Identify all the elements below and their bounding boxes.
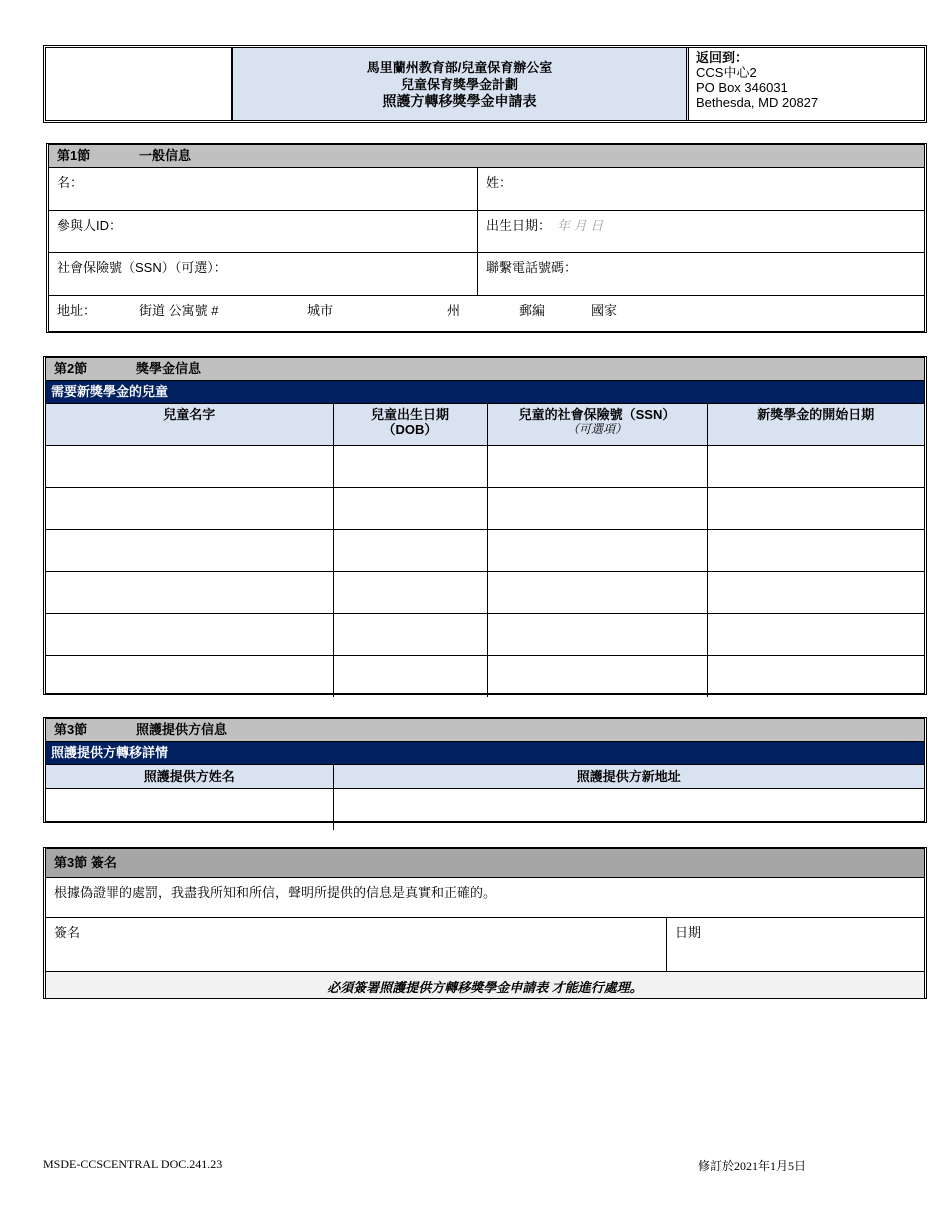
section-header — [46, 849, 924, 878]
signature-field[interactable] — [46, 918, 666, 971]
child-dob-cell[interactable] — [333, 655, 487, 697]
section-number: 第1節 — [57, 148, 91, 163]
last-name-field[interactable] — [477, 168, 924, 210]
child-ssn-cell[interactable] — [487, 529, 707, 571]
ssn-phone-row — [49, 253, 924, 296]
section-title: 一般信息 — [139, 148, 192, 163]
subsection-title: 照護提供方轉移詳情 — [46, 742, 924, 765]
child-ssn-cell[interactable] — [487, 487, 707, 529]
street-label: 街道 公寓號 # — [139, 303, 219, 318]
section-number: 第3節 — [54, 722, 88, 737]
start-date-cell[interactable] — [707, 613, 924, 655]
child-dob-cell[interactable] — [333, 529, 487, 571]
child-ssn-cell[interactable] — [487, 613, 707, 655]
form-title: 照護方轉移獎學金申請表 — [382, 92, 537, 109]
section-title: 照護提供方信息 — [136, 722, 228, 737]
col-provider-name: 照護提供方姓名 — [46, 765, 333, 788]
logo-area — [46, 48, 233, 120]
section-header — [46, 719, 924, 742]
start-date-cell[interactable] — [707, 571, 924, 613]
table-row — [46, 788, 924, 830]
participant-id-label: 參與人ID： — [57, 218, 123, 233]
table-row — [46, 655, 924, 697]
table-row — [46, 529, 924, 571]
name-row — [49, 168, 924, 211]
child-name-cell[interactable] — [46, 529, 333, 571]
child-name-cell[interactable] — [46, 445, 333, 487]
child-dob-cell[interactable] — [333, 445, 487, 487]
first-name-label: 名： — [57, 175, 84, 190]
table-row — [46, 487, 924, 529]
section-title: 第3節 簽名 — [54, 855, 117, 870]
provider-address-cell[interactable] — [333, 788, 924, 830]
table-row — [46, 613, 924, 655]
section-scholarship-info — [43, 356, 927, 695]
form-header — [43, 45, 927, 123]
return-address — [689, 48, 924, 120]
children-table — [46, 404, 924, 697]
provider-table — [46, 765, 924, 830]
child-dob-cell[interactable] — [333, 487, 487, 529]
dob-label: 出生日期： — [486, 218, 552, 233]
signature-label: 簽名 — [54, 925, 81, 940]
optional-note: （可選項） — [566, 422, 627, 436]
state-label: 州 — [447, 303, 461, 318]
address-label: 地址： — [57, 303, 97, 318]
provider-name-cell[interactable] — [46, 788, 333, 830]
subsection-title: 需要新獎學金的兒童 — [46, 381, 924, 404]
dob-field[interactable] — [477, 211, 924, 252]
ssn-label: 社會保險號（SSN）（可選）： — [57, 260, 227, 275]
col-child-name: 兒童名字 — [46, 404, 333, 445]
section-number: 第2節 — [54, 361, 88, 376]
ssn-field[interactable] — [49, 253, 477, 295]
child-dob-cell[interactable] — [333, 571, 487, 613]
document-id: MSDE-CCSCENTRAL DOC.241.23 — [43, 1157, 223, 1171]
return-address-line: PO Box 346031 — [696, 80, 788, 95]
start-date-cell[interactable] — [707, 487, 924, 529]
form-title-block — [233, 48, 689, 120]
address-row — [49, 296, 924, 336]
return-address-line: Bethesda, MD 20827 — [696, 95, 819, 110]
program-title: 兒童保育獎學金計劃 — [400, 76, 518, 92]
last-name-label: 姓： — [486, 175, 513, 190]
child-ssn-cell[interactable] — [487, 655, 707, 697]
first-name-field[interactable] — [49, 168, 477, 210]
child-name-cell[interactable] — [46, 655, 333, 697]
notice-row — [46, 972, 924, 998]
table-row — [46, 571, 924, 613]
signature-notice: 必須簽署照護提供方轉移獎學金申請表 才能進行處理。 — [327, 980, 643, 995]
section-title: 獎學金信息 — [136, 361, 202, 376]
revision-date: 修訂於2021年1月5日 — [698, 1159, 807, 1173]
child-ssn-cell[interactable] — [487, 445, 707, 487]
section-general-info — [46, 143, 927, 333]
declaration-row — [46, 878, 924, 918]
zip-label: 郵編 — [519, 303, 546, 318]
col-child-dob: 兒童出生日期 （DOB） — [333, 404, 487, 445]
start-date-cell[interactable] — [707, 445, 924, 487]
dob-placeholder: 年 月 日 — [557, 218, 604, 233]
declaration-text: 根據偽證罪的處罰，我盡我所知和所信，聲明所提供的信息是真實和正確的。 — [54, 885, 497, 900]
section-header — [46, 358, 924, 381]
child-ssn-cell[interactable] — [487, 571, 707, 613]
child-name-cell[interactable] — [46, 571, 333, 613]
phone-field[interactable] — [477, 253, 924, 295]
col-child-ssn: 兒童的社會保險號（SSN） （可選項） — [487, 404, 707, 445]
date-field[interactable] — [666, 918, 924, 971]
col-provider-new-address: 照護提供方新地址 — [333, 765, 924, 788]
date-label: 日期 — [675, 925, 702, 940]
start-date-cell[interactable] — [707, 655, 924, 697]
phone-label: 聯繫電話號碼： — [486, 260, 578, 275]
return-to-label: 返回到： — [696, 50, 749, 65]
child-dob-cell[interactable] — [333, 613, 487, 655]
signature-row — [46, 918, 924, 972]
address-field[interactable] — [49, 296, 924, 336]
id-dob-row — [49, 211, 924, 253]
child-name-cell[interactable] — [46, 613, 333, 655]
city-label: 城市 — [307, 303, 334, 318]
col-start-date: 新獎學金的開始日期 — [707, 404, 924, 445]
participant-id-field[interactable] — [49, 211, 477, 252]
agency-title: 馬里蘭州教育部/兒童保育辦公室 — [366, 59, 553, 75]
section-provider-info — [43, 717, 927, 823]
country-label: 國家 — [591, 303, 618, 318]
start-date-cell[interactable] — [707, 529, 924, 571]
section-signature — [43, 847, 927, 999]
child-name-cell[interactable] — [46, 487, 333, 529]
section-header — [49, 145, 924, 168]
return-address-line: CCS中心2 — [696, 65, 757, 80]
table-row — [46, 445, 924, 487]
